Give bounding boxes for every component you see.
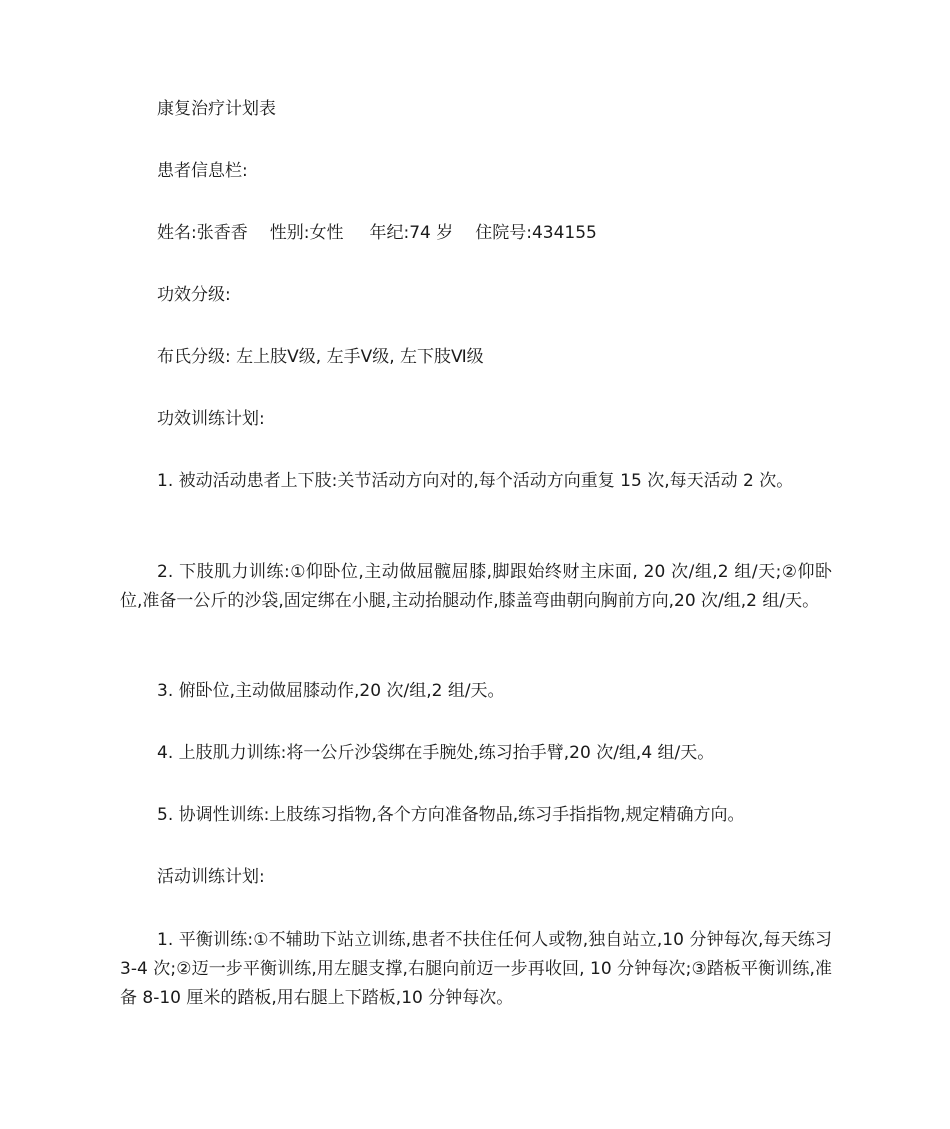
patient-name: 姓名:张香香 <box>157 223 248 243</box>
function-training-item-3: 3. 俯卧位,主动做屈膝动作,20 次/组,2 组/天。 <box>157 681 505 701</box>
patient-info-line <box>120 219 832 248</box>
patient-admission-number: 住院号:434155 <box>475 223 597 243</box>
function-training-item-4: 4. 上肢肌力训练:将一公斤沙袋绑在手腕处,练习抬手臂,20 次/组,4 组/天。 <box>157 743 715 763</box>
patient-gender: 性别:女性 <box>269 223 344 243</box>
function-grade-heading: 功效分级: <box>157 285 231 305</box>
brunnstrom-grade-line: 布氏分级: 左上肢Ⅴ级, 左手Ⅴ级, 左下肢Ⅵ级 <box>157 347 484 367</box>
function-training-item-1: 1. 被动活动患者上下肢:关节活动方向对的,每个活动方向重复 15 次,每天活动 2 次。 <box>157 471 794 491</box>
function-training-heading: 功效训练计划: <box>157 409 265 429</box>
activity-training-item-1: 1. 平衡训练:①不辅助下站立训练,患者不扶住任何人或物,独自站立,10 分钟每次,每天练习 3-4 次;②迈一步平衡训练,用左腿支撑,右腿向前迈一步再收回, 10 分钟每次;③踏板平衡训练,准备 8-10 厘米的踏板,用右腿上下踏板,10 分钟每次。 <box>120 930 832 1008</box>
function-training-item-5: 5. 协调性训练:上肢练习指物,各个方向准备物品,练习手指指物,规定精确方向。 <box>157 805 745 825</box>
activity-training-heading: 活动训练计划: <box>157 867 265 887</box>
document-title: 康复治疗计划表 <box>157 99 276 119</box>
patient-age: 年纪:74 岁 <box>369 223 454 243</box>
patient-info-heading: 患者信息栏: <box>157 161 248 181</box>
function-training-item-2: 2. 下肢肌力训练:①仰卧位,主动做屈髋屈膝,脚跟始终财主床面, 20 次/组,2 组/天;②仰卧位,准备一公斤的沙袋,固定绑在小腿,主动抬腿动作,膝盖弯曲朝向胸前方向,20 次/组,2 组/天。 <box>120 562 832 611</box>
